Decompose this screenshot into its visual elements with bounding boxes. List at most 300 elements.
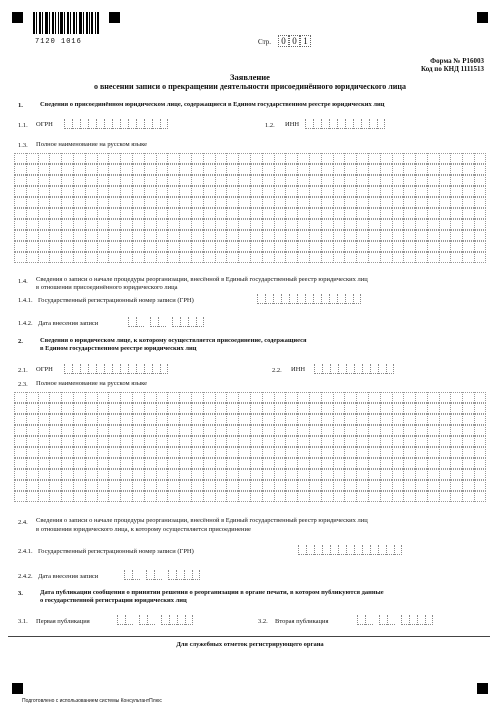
name-char-cell[interactable] — [226, 480, 238, 491]
name-char-cell[interactable] — [120, 469, 132, 480]
name-char-cell[interactable] — [38, 186, 50, 197]
name-char-cell[interactable] — [274, 241, 286, 252]
name-char-cell[interactable] — [49, 469, 61, 480]
name-char-cell[interactable] — [132, 403, 144, 414]
name-char-cell[interactable] — [380, 458, 392, 469]
name-char-cell[interactable] — [439, 186, 451, 197]
name-char-cell[interactable] — [85, 480, 97, 491]
name-char-cell[interactable] — [167, 175, 179, 186]
name-char-cell[interactable] — [392, 480, 404, 491]
name-char-cell[interactable] — [38, 458, 50, 469]
grn-input-2[interactable] — [298, 545, 402, 555]
name-char-cell[interactable] — [474, 403, 486, 414]
name-char-cell[interactable] — [344, 469, 356, 480]
name-char-cell[interactable] — [203, 403, 215, 414]
name-char-cell[interactable] — [309, 197, 321, 208]
name-char-cell[interactable] — [97, 447, 109, 458]
name-char-cell[interactable] — [38, 230, 50, 241]
name-char-cell[interactable] — [250, 425, 262, 436]
name-char-cell[interactable] — [274, 458, 286, 469]
name-char-cell[interactable] — [132, 186, 144, 197]
name-char-cell[interactable] — [97, 186, 109, 197]
name-char-cell[interactable] — [14, 208, 26, 219]
date-input-1[interactable] — [128, 317, 204, 327]
name-char-cell[interactable] — [49, 403, 61, 414]
name-char-cell[interactable] — [415, 175, 427, 186]
name-char-cell[interactable] — [321, 436, 333, 447]
name-char-cell[interactable] — [344, 197, 356, 208]
name-char-cell[interactable] — [285, 241, 297, 252]
name-char-cell[interactable] — [132, 491, 144, 502]
name-char-cell[interactable] — [97, 392, 109, 403]
name-char-cell[interactable] — [392, 403, 404, 414]
name-char-cell[interactable] — [167, 252, 179, 263]
name-char-cell[interactable] — [427, 414, 439, 425]
name-char-cell[interactable] — [297, 392, 309, 403]
name-char-cell[interactable] — [73, 403, 85, 414]
name-char-cell[interactable] — [368, 175, 380, 186]
first-publication-date[interactable] — [117, 615, 193, 625]
name-char-cell[interactable] — [203, 197, 215, 208]
name-char-cell[interactable] — [274, 197, 286, 208]
name-char-cell[interactable] — [167, 403, 179, 414]
name-char-cell[interactable] — [144, 403, 156, 414]
name-char-cell[interactable] — [120, 197, 132, 208]
name-char-cell[interactable] — [191, 414, 203, 425]
name-char-cell[interactable] — [167, 458, 179, 469]
name-char-cell[interactable] — [333, 480, 345, 491]
name-char-cell[interactable] — [61, 447, 73, 458]
name-char-cell[interactable] — [262, 403, 274, 414]
name-char-cell[interactable] — [474, 153, 486, 164]
name-char-cell[interactable] — [333, 164, 345, 175]
name-char-cell[interactable] — [226, 186, 238, 197]
name-char-cell[interactable] — [85, 458, 97, 469]
name-char-cell[interactable] — [415, 197, 427, 208]
name-char-cell[interactable] — [356, 153, 368, 164]
name-char-cell[interactable] — [14, 469, 26, 480]
name-char-cell[interactable] — [85, 164, 97, 175]
name-char-cell[interactable] — [403, 252, 415, 263]
name-char-cell[interactable] — [61, 436, 73, 447]
name-char-cell[interactable] — [120, 480, 132, 491]
name-char-cell[interactable] — [285, 392, 297, 403]
name-char-cell[interactable] — [61, 425, 73, 436]
name-char-cell[interactable] — [215, 219, 227, 230]
name-char-cell[interactable] — [97, 164, 109, 175]
name-char-cell[interactable] — [427, 447, 439, 458]
name-char-cell[interactable] — [120, 403, 132, 414]
name-char-cell[interactable] — [156, 164, 168, 175]
name-char-cell[interactable] — [380, 186, 392, 197]
name-char-cell[interactable] — [73, 197, 85, 208]
name-char-cell[interactable] — [250, 164, 262, 175]
name-char-cell[interactable] — [333, 252, 345, 263]
name-char-cell[interactable] — [14, 425, 26, 436]
name-char-cell[interactable] — [333, 230, 345, 241]
name-char-cell[interactable] — [156, 392, 168, 403]
name-char-cell[interactable] — [132, 392, 144, 403]
name-char-cell[interactable] — [403, 458, 415, 469]
name-char-cell[interactable] — [297, 480, 309, 491]
name-char-cell[interactable] — [26, 491, 38, 502]
name-char-cell[interactable] — [262, 425, 274, 436]
name-char-cell[interactable] — [344, 164, 356, 175]
name-char-cell[interactable] — [49, 392, 61, 403]
name-char-cell[interactable] — [356, 197, 368, 208]
name-char-cell[interactable] — [321, 230, 333, 241]
name-char-cell[interactable] — [108, 458, 120, 469]
name-char-cell[interactable] — [179, 392, 191, 403]
name-char-cell[interactable] — [120, 414, 132, 425]
name-char-cell[interactable] — [309, 153, 321, 164]
name-char-cell[interactable] — [427, 392, 439, 403]
name-char-cell[interactable] — [250, 447, 262, 458]
name-char-cell[interactable] — [474, 252, 486, 263]
name-char-cell[interactable] — [439, 153, 451, 164]
name-char-cell[interactable] — [14, 252, 26, 263]
name-char-cell[interactable] — [392, 153, 404, 164]
name-char-cell[interactable] — [108, 197, 120, 208]
name-char-cell[interactable] — [26, 403, 38, 414]
name-char-cell[interactable] — [274, 425, 286, 436]
name-char-cell[interactable] — [61, 469, 73, 480]
name-char-cell[interactable] — [403, 480, 415, 491]
name-char-cell[interactable] — [462, 252, 474, 263]
name-char-cell[interactable] — [474, 447, 486, 458]
name-char-cell[interactable] — [191, 197, 203, 208]
name-char-cell[interactable] — [14, 436, 26, 447]
name-char-cell[interactable] — [61, 197, 73, 208]
name-char-cell[interactable] — [333, 491, 345, 502]
name-char-cell[interactable] — [462, 241, 474, 252]
name-char-cell[interactable] — [38, 164, 50, 175]
name-char-cell[interactable] — [285, 208, 297, 219]
name-char-cell[interactable] — [97, 252, 109, 263]
name-char-cell[interactable] — [26, 219, 38, 230]
name-char-cell[interactable] — [392, 392, 404, 403]
name-char-cell[interactable] — [132, 436, 144, 447]
name-char-cell[interactable] — [462, 197, 474, 208]
name-char-cell[interactable] — [474, 164, 486, 175]
name-char-cell[interactable] — [191, 164, 203, 175]
name-char-cell[interactable] — [191, 458, 203, 469]
name-char-cell[interactable] — [462, 230, 474, 241]
name-char-cell[interactable] — [321, 491, 333, 502]
name-char-cell[interactable] — [250, 175, 262, 186]
second-publication-date[interactable] — [357, 615, 433, 625]
name-char-cell[interactable] — [439, 230, 451, 241]
name-char-cell[interactable] — [179, 230, 191, 241]
name-char-cell[interactable] — [144, 186, 156, 197]
name-char-cell[interactable] — [73, 469, 85, 480]
name-char-cell[interactable] — [108, 414, 120, 425]
name-char-cell[interactable] — [285, 491, 297, 502]
name-char-cell[interactable] — [14, 230, 26, 241]
name-char-cell[interactable] — [167, 436, 179, 447]
name-char-cell[interactable] — [274, 153, 286, 164]
name-char-cell[interactable] — [380, 436, 392, 447]
name-char-cell[interactable] — [427, 252, 439, 263]
name-char-cell[interactable] — [97, 425, 109, 436]
name-char-cell[interactable] — [14, 164, 26, 175]
full-name-grid-1[interactable] — [14, 153, 486, 263]
name-char-cell[interactable] — [156, 447, 168, 458]
name-char-cell[interactable] — [191, 153, 203, 164]
name-char-cell[interactable] — [73, 491, 85, 502]
name-char-cell[interactable] — [73, 186, 85, 197]
name-char-cell[interactable] — [49, 197, 61, 208]
name-char-cell[interactable] — [132, 252, 144, 263]
name-char-cell[interactable] — [26, 208, 38, 219]
name-char-cell[interactable] — [238, 241, 250, 252]
name-char-cell[interactable] — [297, 175, 309, 186]
name-char-cell[interactable] — [274, 186, 286, 197]
name-char-cell[interactable] — [108, 425, 120, 436]
name-char-cell[interactable] — [309, 425, 321, 436]
name-char-cell[interactable] — [191, 469, 203, 480]
name-char-cell[interactable] — [215, 186, 227, 197]
name-char-cell[interactable] — [132, 164, 144, 175]
name-char-cell[interactable] — [403, 392, 415, 403]
name-char-cell[interactable] — [85, 153, 97, 164]
name-char-cell[interactable] — [427, 425, 439, 436]
name-char-cell[interactable] — [191, 208, 203, 219]
name-char-cell[interactable] — [439, 491, 451, 502]
name-char-cell[interactable] — [120, 241, 132, 252]
name-char-cell[interactable] — [179, 425, 191, 436]
name-char-cell[interactable] — [344, 447, 356, 458]
name-char-cell[interactable] — [179, 458, 191, 469]
name-char-cell[interactable] — [262, 252, 274, 263]
name-char-cell[interactable] — [49, 447, 61, 458]
name-char-cell[interactable] — [132, 458, 144, 469]
name-char-cell[interactable] — [203, 480, 215, 491]
name-char-cell[interactable] — [238, 392, 250, 403]
name-char-cell[interactable] — [450, 403, 462, 414]
name-char-cell[interactable] — [462, 403, 474, 414]
name-char-cell[interactable] — [14, 458, 26, 469]
name-char-cell[interactable] — [156, 153, 168, 164]
inn-input-2[interactable] — [314, 364, 394, 374]
name-char-cell[interactable] — [73, 414, 85, 425]
name-char-cell[interactable] — [85, 425, 97, 436]
name-char-cell[interactable] — [356, 491, 368, 502]
name-char-cell[interactable] — [392, 241, 404, 252]
name-char-cell[interactable] — [392, 458, 404, 469]
name-char-cell[interactable] — [262, 197, 274, 208]
name-char-cell[interactable] — [333, 241, 345, 252]
name-char-cell[interactable] — [203, 164, 215, 175]
name-char-cell[interactable] — [415, 469, 427, 480]
name-char-cell[interactable] — [262, 480, 274, 491]
name-char-cell[interactable] — [344, 414, 356, 425]
name-char-cell[interactable] — [403, 436, 415, 447]
name-char-cell[interactable] — [191, 230, 203, 241]
name-char-cell[interactable] — [144, 208, 156, 219]
name-char-cell[interactable] — [14, 175, 26, 186]
name-char-cell[interactable] — [450, 219, 462, 230]
name-char-cell[interactable] — [321, 219, 333, 230]
name-char-cell[interactable] — [179, 164, 191, 175]
name-char-cell[interactable] — [344, 491, 356, 502]
name-char-cell[interactable] — [333, 153, 345, 164]
name-char-cell[interactable] — [368, 392, 380, 403]
name-char-cell[interactable] — [144, 153, 156, 164]
name-char-cell[interactable] — [380, 175, 392, 186]
name-char-cell[interactable] — [392, 425, 404, 436]
name-char-cell[interactable] — [450, 458, 462, 469]
name-char-cell[interactable] — [226, 197, 238, 208]
name-char-cell[interactable] — [73, 241, 85, 252]
name-char-cell[interactable] — [120, 392, 132, 403]
name-char-cell[interactable] — [144, 491, 156, 502]
name-char-cell[interactable] — [403, 425, 415, 436]
name-char-cell[interactable] — [179, 403, 191, 414]
name-char-cell[interactable] — [427, 219, 439, 230]
name-char-cell[interactable] — [439, 241, 451, 252]
name-char-cell[interactable] — [450, 480, 462, 491]
name-char-cell[interactable] — [262, 458, 274, 469]
name-char-cell[interactable] — [238, 414, 250, 425]
name-char-cell[interactable] — [167, 208, 179, 219]
name-char-cell[interactable] — [297, 230, 309, 241]
name-char-cell[interactable] — [474, 469, 486, 480]
name-char-cell[interactable] — [120, 175, 132, 186]
name-char-cell[interactable] — [415, 414, 427, 425]
name-char-cell[interactable] — [49, 491, 61, 502]
name-char-cell[interactable] — [274, 447, 286, 458]
name-char-cell[interactable] — [144, 458, 156, 469]
name-char-cell[interactable] — [38, 153, 50, 164]
name-char-cell[interactable] — [309, 208, 321, 219]
name-char-cell[interactable] — [333, 208, 345, 219]
name-char-cell[interactable] — [179, 208, 191, 219]
name-char-cell[interactable] — [14, 219, 26, 230]
name-char-cell[interactable] — [38, 392, 50, 403]
name-char-cell[interactable] — [85, 403, 97, 414]
name-char-cell[interactable] — [474, 392, 486, 403]
name-char-cell[interactable] — [285, 219, 297, 230]
name-char-cell[interactable] — [285, 164, 297, 175]
ogrn-input-2[interactable] — [64, 364, 168, 374]
name-char-cell[interactable] — [427, 208, 439, 219]
name-char-cell[interactable] — [61, 252, 73, 263]
name-char-cell[interactable] — [97, 403, 109, 414]
name-char-cell[interactable] — [380, 219, 392, 230]
name-char-cell[interactable] — [250, 458, 262, 469]
name-char-cell[interactable] — [156, 491, 168, 502]
ogrn-input-1[interactable] — [64, 119, 168, 129]
name-char-cell[interactable] — [450, 175, 462, 186]
name-char-cell[interactable] — [250, 414, 262, 425]
name-char-cell[interactable] — [450, 186, 462, 197]
name-char-cell[interactable] — [297, 469, 309, 480]
name-char-cell[interactable] — [108, 252, 120, 263]
name-char-cell[interactable] — [474, 241, 486, 252]
name-char-cell[interactable] — [333, 392, 345, 403]
name-char-cell[interactable] — [439, 208, 451, 219]
name-char-cell[interactable] — [144, 436, 156, 447]
name-char-cell[interactable] — [368, 425, 380, 436]
name-char-cell[interactable] — [38, 252, 50, 263]
name-char-cell[interactable] — [73, 153, 85, 164]
name-char-cell[interactable] — [474, 208, 486, 219]
name-char-cell[interactable] — [49, 241, 61, 252]
name-char-cell[interactable] — [450, 230, 462, 241]
name-char-cell[interactable] — [61, 241, 73, 252]
name-char-cell[interactable] — [226, 252, 238, 263]
name-char-cell[interactable] — [215, 414, 227, 425]
name-char-cell[interactable] — [85, 186, 97, 197]
name-char-cell[interactable] — [392, 208, 404, 219]
name-char-cell[interactable] — [238, 458, 250, 469]
name-char-cell[interactable] — [144, 414, 156, 425]
name-char-cell[interactable] — [179, 153, 191, 164]
name-char-cell[interactable] — [368, 252, 380, 263]
name-char-cell[interactable] — [333, 175, 345, 186]
name-char-cell[interactable] — [226, 447, 238, 458]
name-char-cell[interactable] — [368, 403, 380, 414]
name-char-cell[interactable] — [262, 208, 274, 219]
name-char-cell[interactable] — [250, 252, 262, 263]
name-char-cell[interactable] — [262, 241, 274, 252]
name-char-cell[interactable] — [380, 164, 392, 175]
name-char-cell[interactable] — [450, 252, 462, 263]
name-char-cell[interactable] — [26, 153, 38, 164]
name-char-cell[interactable] — [156, 219, 168, 230]
name-char-cell[interactable] — [132, 480, 144, 491]
name-char-cell[interactable] — [439, 480, 451, 491]
name-char-cell[interactable] — [238, 219, 250, 230]
name-char-cell[interactable] — [38, 447, 50, 458]
name-char-cell[interactable] — [356, 241, 368, 252]
name-char-cell[interactable] — [297, 153, 309, 164]
name-char-cell[interactable] — [344, 153, 356, 164]
name-char-cell[interactable] — [344, 403, 356, 414]
name-char-cell[interactable] — [238, 252, 250, 263]
name-char-cell[interactable] — [156, 480, 168, 491]
name-char-cell[interactable] — [132, 425, 144, 436]
name-char-cell[interactable] — [250, 197, 262, 208]
name-char-cell[interactable] — [215, 425, 227, 436]
name-char-cell[interactable] — [403, 153, 415, 164]
name-char-cell[interactable] — [38, 480, 50, 491]
name-char-cell[interactable] — [427, 241, 439, 252]
name-char-cell[interactable] — [333, 197, 345, 208]
name-char-cell[interactable] — [274, 414, 286, 425]
name-char-cell[interactable] — [415, 164, 427, 175]
name-char-cell[interactable] — [61, 458, 73, 469]
name-char-cell[interactable] — [309, 164, 321, 175]
name-char-cell[interactable] — [344, 252, 356, 263]
inn-input-1[interactable] — [305, 119, 385, 129]
name-char-cell[interactable] — [474, 197, 486, 208]
name-char-cell[interactable] — [403, 403, 415, 414]
name-char-cell[interactable] — [238, 469, 250, 480]
name-char-cell[interactable] — [356, 252, 368, 263]
name-char-cell[interactable] — [368, 447, 380, 458]
name-char-cell[interactable] — [14, 414, 26, 425]
name-char-cell[interactable] — [38, 469, 50, 480]
name-char-cell[interactable] — [203, 414, 215, 425]
name-char-cell[interactable] — [85, 230, 97, 241]
name-char-cell[interactable] — [73, 208, 85, 219]
name-char-cell[interactable] — [250, 186, 262, 197]
name-char-cell[interactable] — [415, 153, 427, 164]
name-char-cell[interactable] — [49, 425, 61, 436]
name-char-cell[interactable] — [49, 186, 61, 197]
